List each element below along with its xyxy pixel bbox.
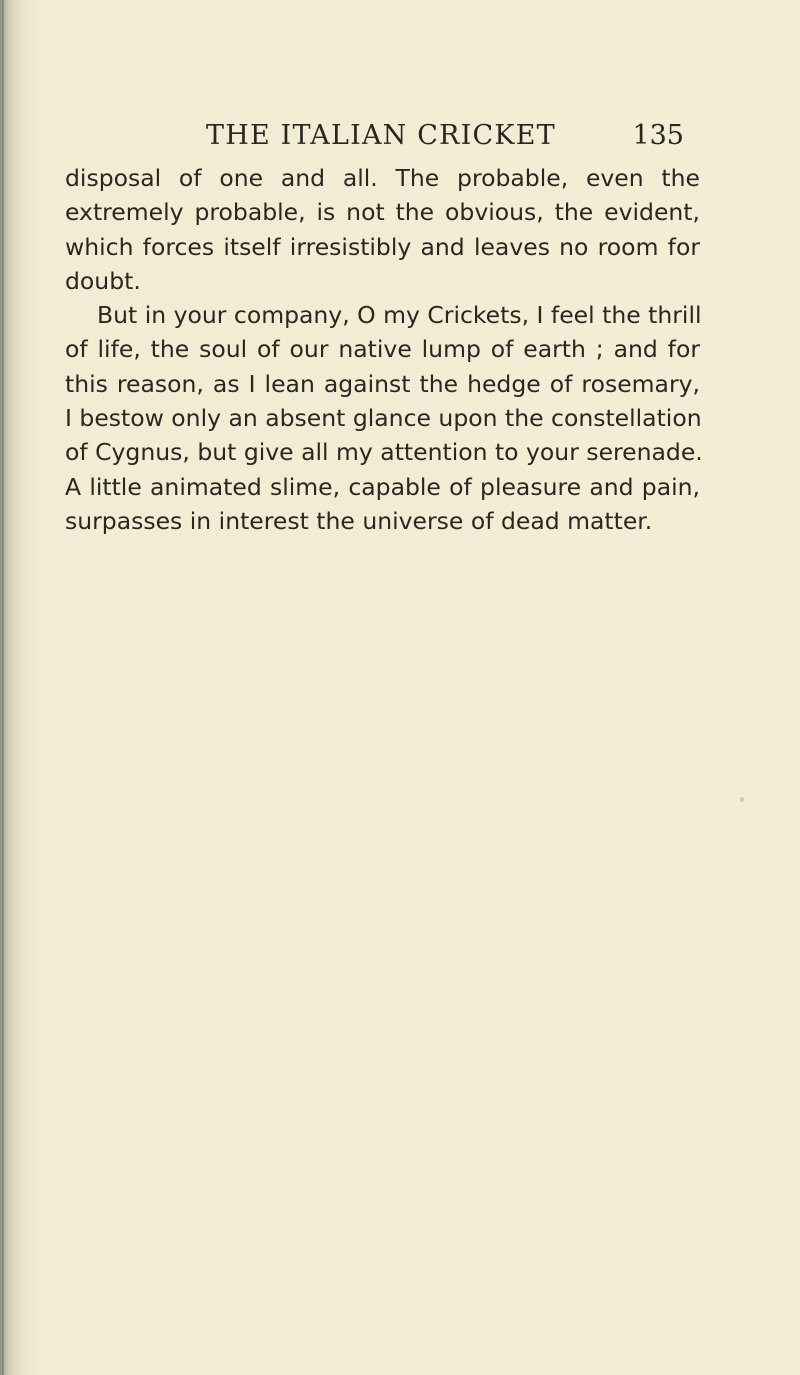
text-line: A little animated slime, capable of pleasure and pain, xyxy=(65,472,700,501)
running-header xyxy=(206,120,684,160)
text-line: of life, the soul of our native lump of earth ; and for xyxy=(65,335,700,364)
text-line: doubt. xyxy=(65,266,141,295)
paragraph-1 xyxy=(65,161,700,298)
paragraph-2 xyxy=(65,298,703,538)
text-line: which forces itself irresistibly and leaves no room for xyxy=(65,232,700,261)
page-gutter-edge xyxy=(2,0,4,1375)
text-line: this reason, as I lean against the hedge of rosemary, xyxy=(65,369,700,398)
text-line: extremely probable, is not the obvious, the evident, xyxy=(65,198,700,227)
paper-speck xyxy=(740,797,744,802)
text-line: I bestow only an absent glance upon the constellation xyxy=(65,404,702,433)
text-line: of Cygnus, but give all my attention to your serenade. xyxy=(65,438,703,467)
text-line: But in your company, O my Crickets, I feel the thrill xyxy=(97,301,702,330)
page-number: 135 xyxy=(632,120,684,151)
running-title: THE ITALIAN CRICKET xyxy=(206,120,556,151)
text-line: surpasses in interest the universe of dead matter. xyxy=(65,506,653,535)
body-text xyxy=(65,161,703,538)
text-line: disposal of one and all. The probable, even the xyxy=(65,164,700,192)
